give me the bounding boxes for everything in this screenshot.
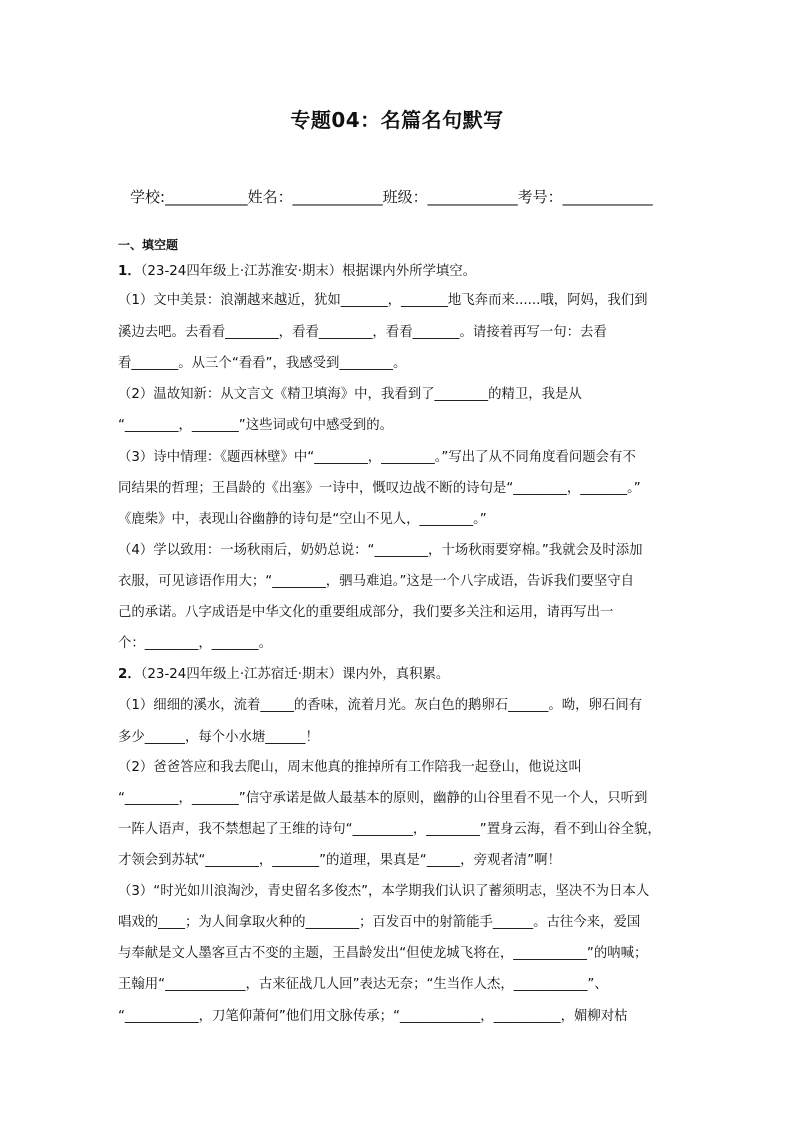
question-text: “________，_______”这些词或句中感受到的。 — [118, 418, 393, 433]
question-text: 溪边去吧。去看看________，看看________，看看_______。请接着再写一句：去看 — [118, 325, 607, 340]
question-text-line — [118, 387, 582, 403]
question-text: 衣服，可见谚语作用大；“________，驷马难追。”这是一个八字成语，告诉我们要坚守自 — [118, 574, 635, 589]
question-text: 个：________，_______。 — [118, 636, 272, 651]
question-text: （1）细细的溪水，流着_____的香味，流着月光。灰白色的鹅卵石______。呦，卵石间有 — [118, 698, 643, 713]
question-text-line — [118, 698, 642, 714]
question-line — [118, 667, 449, 683]
question-text-line — [118, 481, 641, 497]
exam-number-blank[interactable]: ____________ — [562, 188, 653, 206]
question-text: 才领会到苏轼“________，_______”的道理，果真是“_____，旁观者清”啊！ — [118, 853, 561, 868]
school-label: 学校: — [130, 188, 166, 206]
question-text: 己的承诺。八字成语是中华文化的重要组成部分，我们要多关注和运用，请再写出一 — [118, 605, 614, 620]
question-text-line — [118, 822, 661, 838]
question-text-line — [118, 450, 636, 466]
section-heading: 一、填空题 — [118, 238, 179, 252]
question-text-line — [118, 325, 607, 341]
question-text: （2）温故知新：从文言文《精卫填海》中，我看到了________的精卫，我是从 — [118, 387, 582, 402]
question-text: 同结果的哲理；王昌龄的《出塞》一诗中，慨叹边战不断的诗句是“________，_______。” — [118, 481, 641, 496]
question-text: “________，_______”信守承诺是做人最基本的原则，幽静的山谷里看不见一个人，只听到 — [118, 791, 648, 806]
question-text-line — [118, 791, 647, 807]
question-text-line — [118, 605, 613, 621]
class-blank[interactable]: ____________ — [427, 188, 518, 206]
question-text-line — [118, 574, 634, 590]
question-text-line — [118, 512, 487, 528]
question-text-line — [118, 418, 393, 434]
question-text: （23-24四年级上·江苏淮安·期末）根据课内外所学填空。 — [140, 264, 477, 279]
question-text: （3）诗中情理：《题西林壁》中“________，________。”写出了从不同角度看问题会有不 — [118, 450, 636, 465]
question-text-line — [118, 946, 647, 962]
question-text-line — [118, 636, 272, 652]
question-text: 看_______。从三个“看看”，我感受到________。 — [118, 356, 407, 371]
question-text-line — [118, 1009, 628, 1025]
question-text-line — [118, 853, 561, 869]
class-label: 班级： — [382, 188, 428, 206]
question-line — [118, 264, 476, 280]
question-text-line — [118, 884, 649, 900]
question-text: （3）“时光如川浪淘沙，青史留名多俊杰”，本学期我们认识了蓄须明志，坚决不为日本人 — [118, 884, 650, 899]
question-text: “___________，刀笔仰萧何”他们用文脉传承；“____________，__________，媚柳对枯 — [118, 1009, 628, 1024]
question-number: 2． — [118, 667, 141, 682]
question-text-line — [118, 915, 640, 931]
question-text-line — [118, 760, 582, 776]
question-text-line — [118, 730, 319, 746]
document-title: 专题04：名篇名句默写 — [290, 108, 504, 132]
question-text: （2）爸爸答应和我去爬山，周末他真的推掉所有工作陪我一起登山，他说这叫 — [118, 760, 582, 775]
name-label: 姓名： — [247, 188, 293, 206]
school-blank[interactable]: ___________ — [165, 188, 248, 206]
question-text-line — [118, 977, 608, 993]
question-text: 王翰用“____________，古来征战几人回”表达无奈；“生当作人杰，___________”、 — [118, 977, 608, 992]
question-text: （1）文中美景：浪潮越来越近，犹如_______，_______地飞奔而来......哦，阿妈，我们到 — [118, 293, 648, 308]
question-text: （4）学以致用：一场秋雨后，奶奶总说：“________，十场秋雨要穿棉。”我就会及时添加 — [118, 543, 643, 558]
name-blank[interactable]: ____________ — [292, 188, 383, 206]
question-text: 与奉献是文人墨客亘古不变的主题，王昌龄发出“但使龙城飞将在，___________”的呐喊； — [118, 946, 648, 961]
student-info-row — [130, 186, 653, 207]
question-text: 唱戏的____；为人间拿取火种的________；百发百中的射箭能手______。古往今来，爱国 — [118, 915, 641, 930]
question-text-line — [118, 543, 643, 559]
question-text: 一阵人语声，我不禁想起了王维的诗句“_________，________”置身云海，看不到山谷全貌， — [118, 822, 661, 837]
question-text: （23-24四年级上·江苏宿迁·期末）课内外，真积累。 — [140, 667, 450, 682]
question-text-line — [118, 356, 406, 372]
exam-number-label: 考号： — [517, 188, 563, 206]
question-text: 多少______，每个小水塘______！ — [118, 730, 319, 745]
question-number: 1． — [118, 264, 141, 279]
question-text-line — [118, 293, 648, 309]
question-text: 《鹿柴》中，表现山谷幽静的诗句是“空山不见人，________。” — [118, 512, 487, 527]
